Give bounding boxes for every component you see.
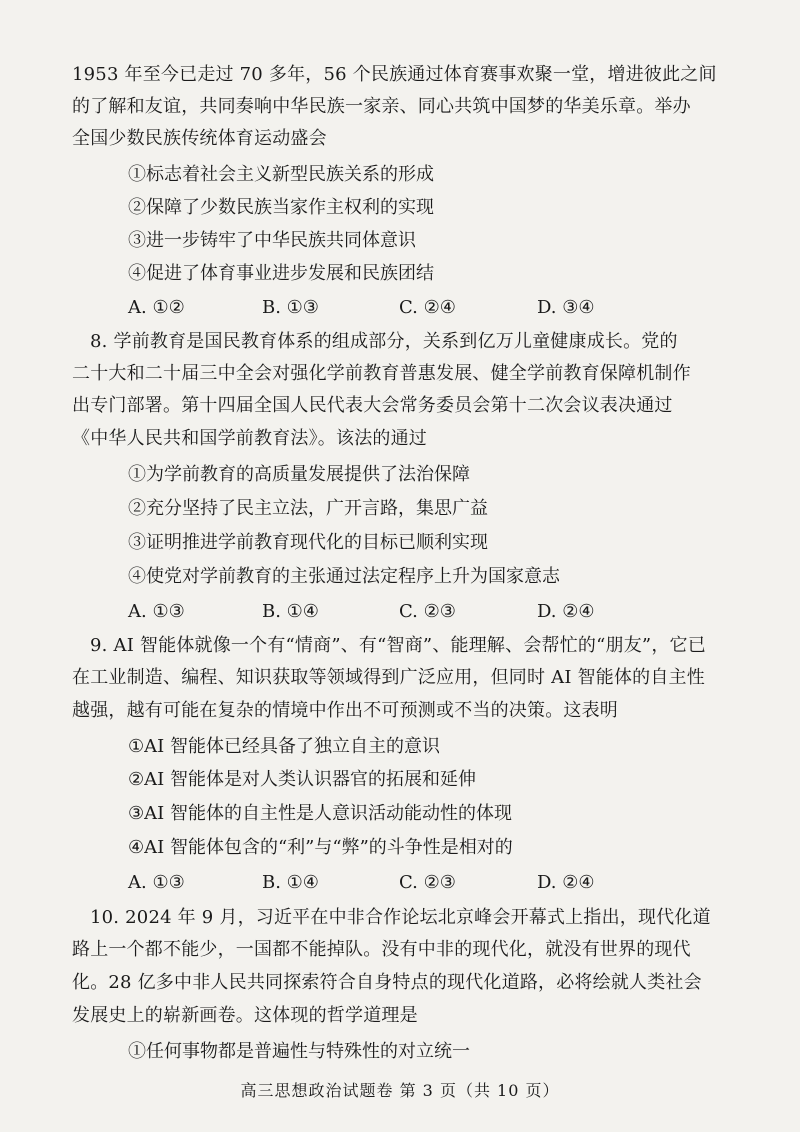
page-footer: 高三思想政治试题卷 第 3 页（共 10 页） (240, 1081, 560, 1100)
q7-choice-d: D. ③④ (537, 297, 595, 318)
q9-option-4: ④AI 智能体包含的“利”与“弊”的斗争性是相对的 (128, 837, 513, 858)
q8-stem-line-3: 出专门部署。第十四届全国人民代表大会常务委员会第十二次会议表决通过 (72, 395, 673, 416)
q7-option-3: ③进一步铸牢了中华民族共同体意识 (128, 230, 416, 251)
q7-option-1: ①标志着社会主义新型民族关系的形成 (128, 164, 434, 185)
q9-option-1: ①AI 智能体已经具备了独立自主的意识 (128, 736, 440, 757)
q9-stem-line-3: 越强，越有可能在复杂的情境中作出不可预测或不当的决策。这表明 (72, 700, 618, 721)
q7-option-2: ②保障了少数民族当家作主权利的实现 (128, 197, 434, 218)
q10-stem-line-1: 10. 2024 年 9 月，习近平在中非合作论坛北京峰会开幕式上指出，现代化道 (90, 907, 711, 928)
q7-choice-a: A. ①② (128, 297, 185, 318)
q8-stem-line-1: 8. 学前教育是国民教育体系的组成部分，关系到亿万儿童健康成长。党的 (90, 331, 678, 352)
q9-stem-line-1: 9. AI 智能体就像一个有“情商”、有“智商”、能理解、会帮忙的“朋友”，它已 (90, 635, 706, 656)
q7-option-4: ④促进了体育事业进步发展和民族团结 (128, 263, 434, 284)
q10-stem-line-3: 化。28 亿多中非人民共同探索符合自身特点的现代化道路，必将绘就人类社会 (72, 972, 702, 993)
q7-choice-c: C. ②④ (399, 297, 456, 318)
q8-choice-b: B. ①④ (262, 601, 319, 622)
q8-option-2: ②充分坚持了民主立法，广开言路，集思广益 (128, 498, 488, 519)
q8-option-4: ④使党对学前教育的主张通过法定程序上升为国家意志 (128, 566, 560, 587)
q7-stem-line-2: 的了解和友谊，共同奏响中华民族一家亲、同心共筑中国梦的华美乐章。举办 (72, 96, 691, 117)
q9-option-3: ③AI 智能体的自主性是人意识活动能动性的体现 (128, 803, 512, 824)
q10-option-1: ①任何事物都是普遍性与特殊性的对立统一 (128, 1041, 470, 1062)
q10-stem-line-4: 发展史上的崭新画卷。这体现的哲学道理是 (72, 1005, 418, 1026)
q9-choice-d: D. ②④ (537, 872, 595, 893)
q8-choice-a: A. ①③ (128, 601, 185, 622)
q9-choice-a: A. ①③ (128, 872, 185, 893)
q8-option-1: ①为学前教育的高质量发展提供了法治保障 (128, 464, 470, 485)
q7-choice-b: B. ①③ (262, 297, 319, 318)
q10-stem-line-2: 路上一个都不能少，一国都不能掉队。没有中非的现代化，就没有世界的现代 (72, 939, 691, 960)
q7-stem-line-1: 1953 年至今已走过 70 多年，56 个民族通过体育赛事欢聚一堂，增进彼此之间 (72, 64, 717, 85)
q8-choice-c: C. ②③ (399, 601, 456, 622)
q8-choice-d: D. ②④ (537, 601, 595, 622)
q9-stem-line-2: 在工业制造、编程、知识获取等领域得到广泛应用，但同时 AI 智能体的自主性 (72, 667, 705, 688)
q9-option-2: ②AI 智能体是对人类认识器官的拓展和延伸 (128, 769, 476, 790)
q7-stem-line-3: 全国少数民族传统体育运动盛会 (72, 128, 327, 149)
q8-option-3: ③证明推进学前教育现代化的目标已顺利实现 (128, 532, 488, 553)
q8-stem-line-4: 《中华人民共和国学前教育法》。该法的通过 (72, 428, 427, 449)
q8-stem-line-2: 二十大和二十届三中全会对强化学前教育普惠发展、健全学前教育保障机制作 (72, 363, 691, 384)
q9-choice-c: C. ②③ (399, 872, 456, 893)
q9-choice-b: B. ①④ (262, 872, 319, 893)
